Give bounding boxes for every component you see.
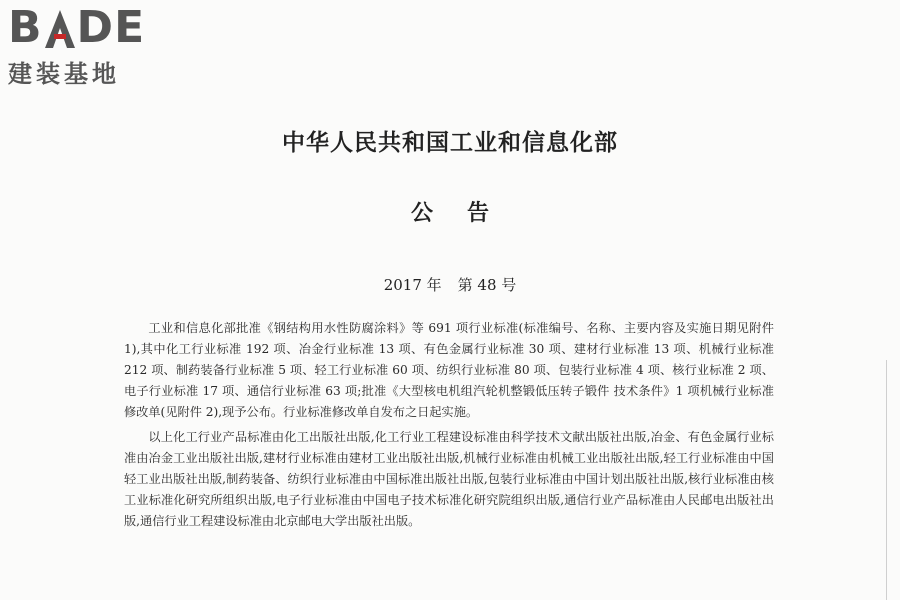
- logo-letters-de: DE: [76, 2, 146, 53]
- document-body: [124, 318, 774, 536]
- document-number: [0, 274, 900, 295]
- scan-edge-line: [886, 360, 887, 600]
- subtitle-right: 告: [467, 200, 490, 226]
- document-subtitle: [0, 196, 900, 227]
- logo-subtitle: 建装基地: [8, 60, 120, 88]
- logo-wordmark: [8, 2, 178, 53]
- logo-letter-a-icon: [45, 10, 75, 48]
- paragraph-2: 以上化工行业产品标准由化工出版社出版,化工行业工程建设标准由科学技术文献出版社出版,冶金、有色金属行业标准由冶金工业出版社出版,建材行业标准由建材工业出版社出版,机械行业标准由机械工业出版社出版,轻工行业标准由中国轻工业出版社出版,制药装备、纺织行业标准由中国标准出版社出版,包装行业标准由中国计划出版社出版,核行业标准由核工业标准化研究所组织出版,电子行业标准由中国电子技术标准化研究院组织出版,通信行业产品标准由人民邮电出版社出版,通信行业工程建设标准由北京邮电大学出版社出版。: [124, 430, 774, 528]
- document-title: 中华人民共和国工业和信息化部: [282, 129, 618, 156]
- subtitle-left: 公: [410, 200, 433, 226]
- document-year: 2017 年: [383, 276, 442, 294]
- bade-logo: [8, 2, 178, 88]
- document-issue-number: 第 48 号: [457, 276, 517, 294]
- logo-letter-b: B: [8, 2, 43, 53]
- paragraph-1: 工业和信息化部批准《钢结构用水性防腐涂料》等 691 项行业标准(标准编号、名称、主要内容及实施日期见附件 1),其中化工行业标准 192 项、冶金行业标准 13 项、有色金属行业标准 30 项、建材行业标准 13 项、机械行业标准 212 项、制药装备行业标准 5 项、轻工行业标准 60 项、纺织行业标准 80 项、包装行业标准 4 项、核行业标准 2 项、电子行业标准 17 项、通信行业标准 63 项;批准《大型核电机组汽轮机整锻低压转子锻件 技术条件》1 项机械行业标准修改单(见附件 2),现予公布。行业标准修改单自发布之日起实施。: [124, 321, 774, 419]
